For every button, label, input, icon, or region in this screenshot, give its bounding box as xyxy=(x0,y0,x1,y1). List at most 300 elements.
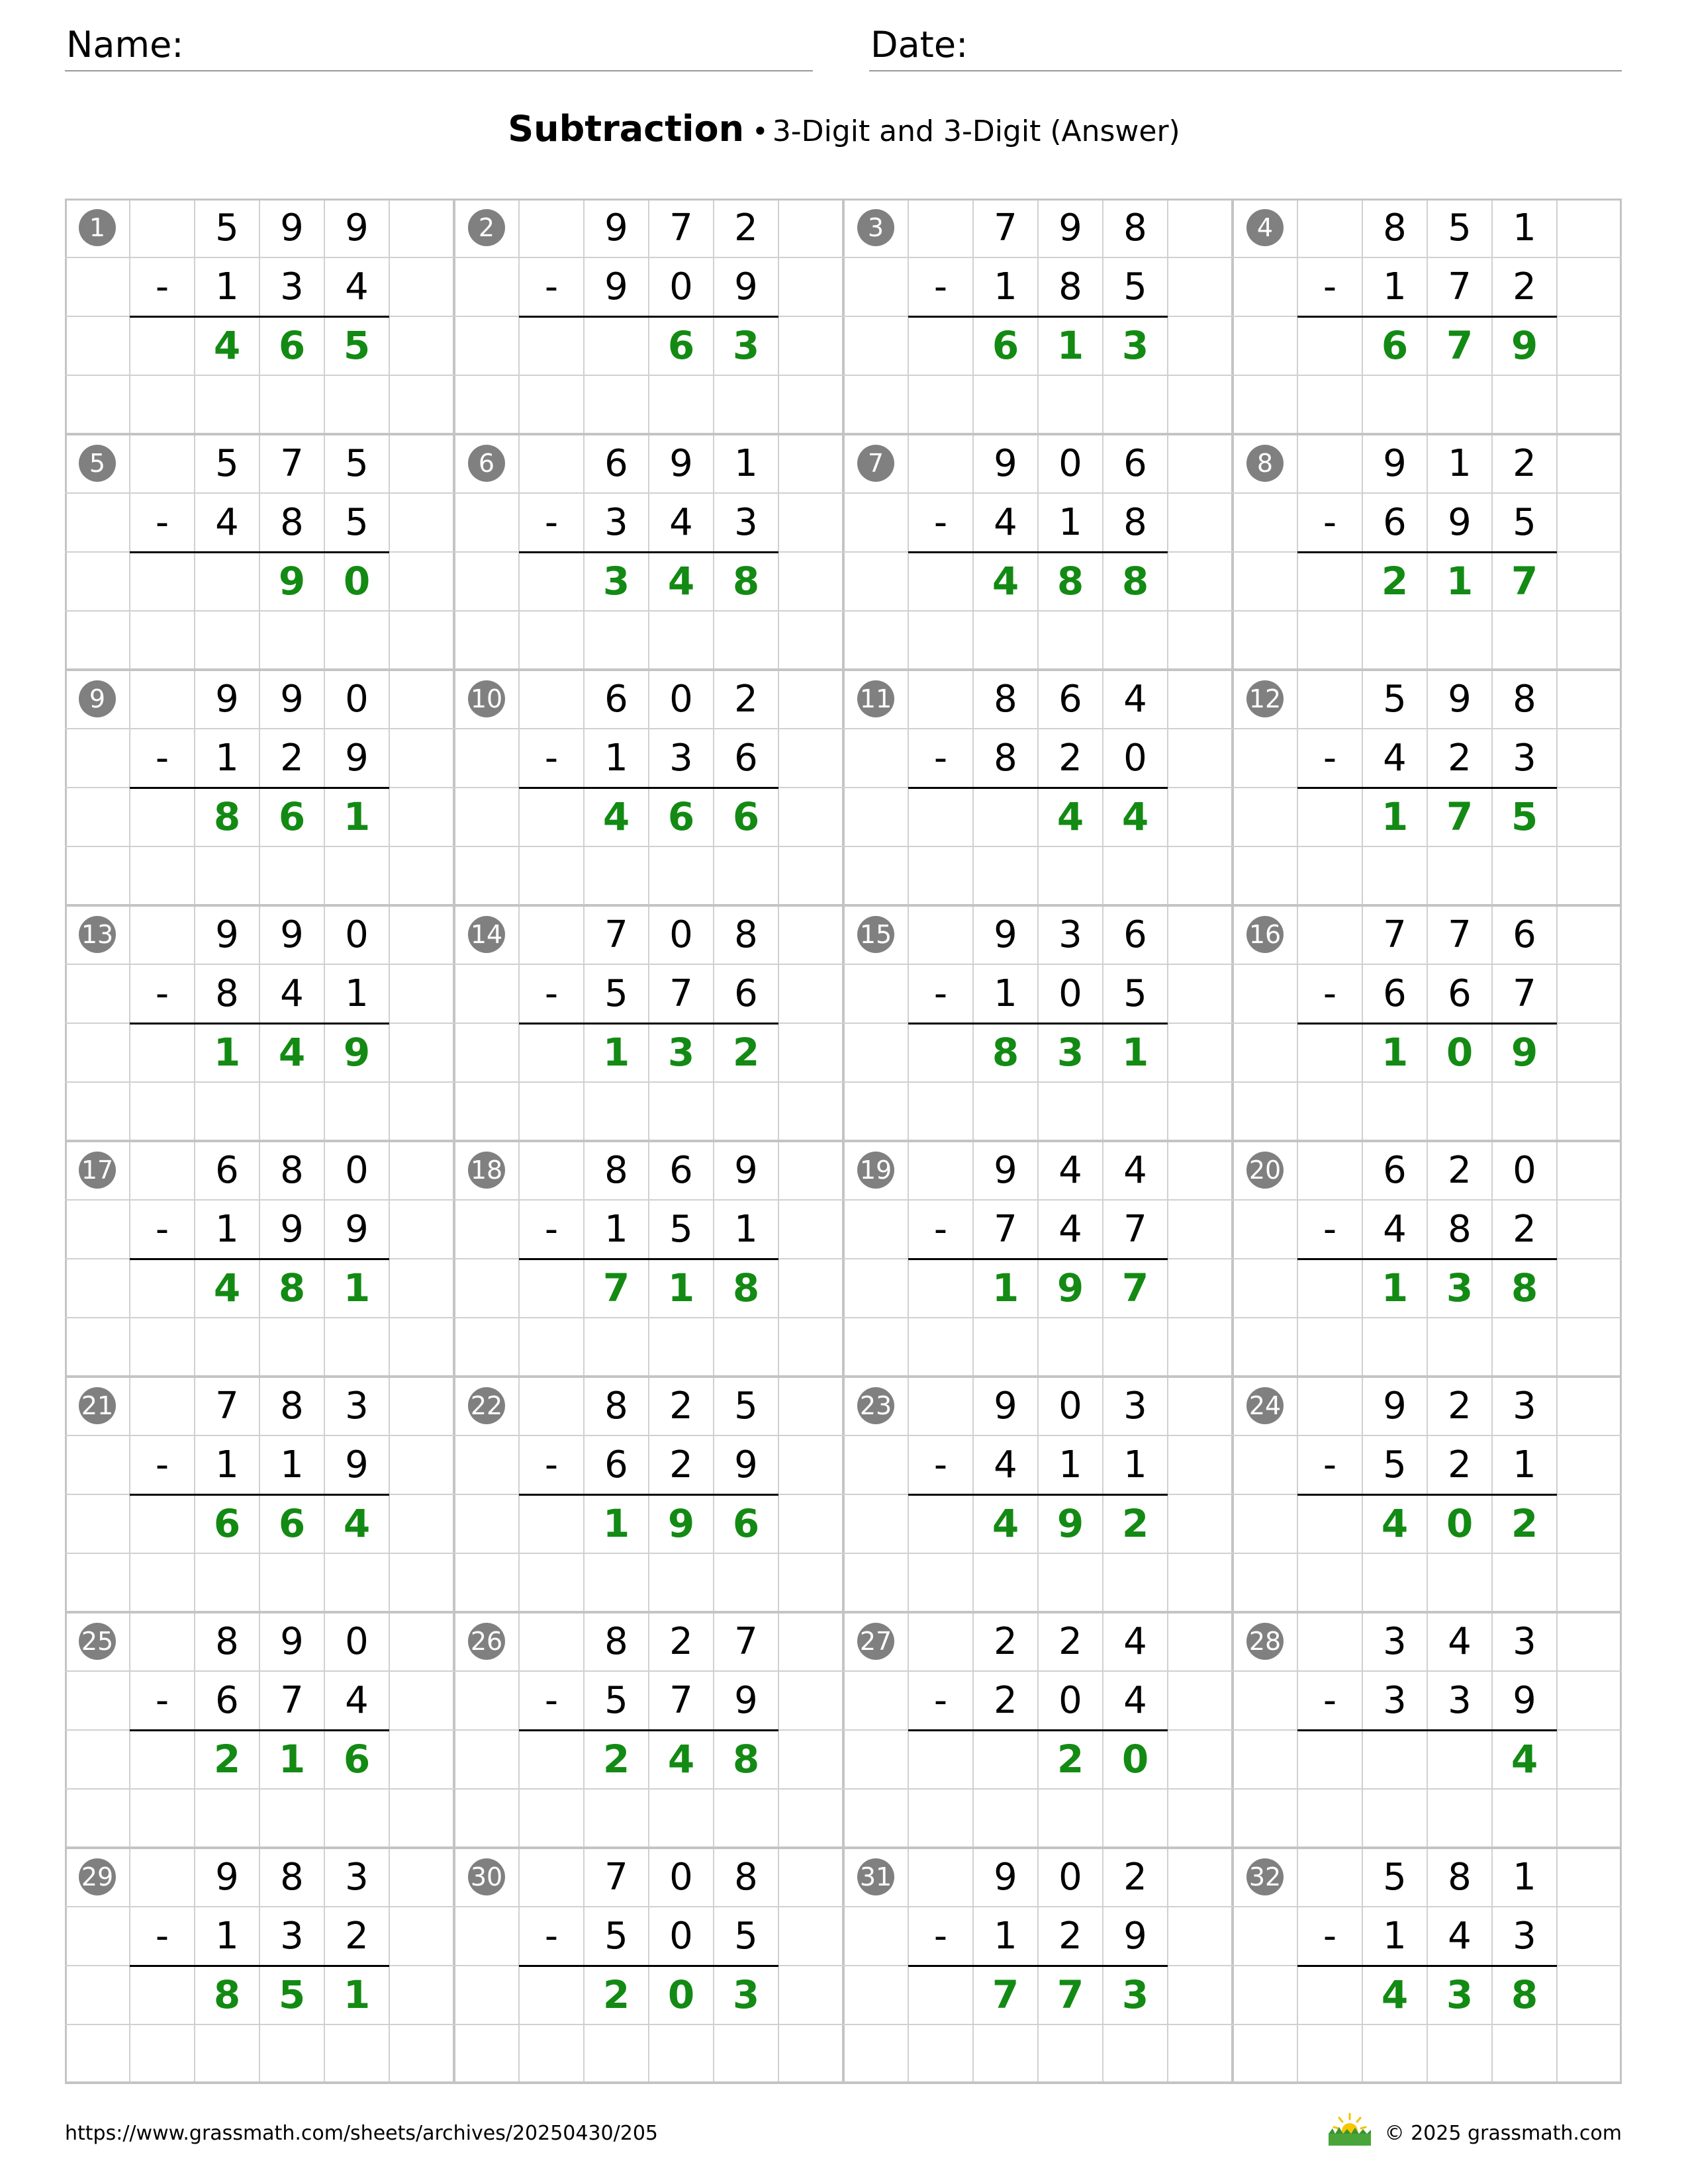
minuend-digit: 2 xyxy=(1123,1856,1147,1899)
minus-sign: - xyxy=(1323,1679,1337,1722)
minuend-digit: 7 xyxy=(604,1856,628,1899)
minuend-digit: 4 xyxy=(1448,1620,1472,1663)
answer-digit: 6 xyxy=(667,794,695,839)
subtrahend-digit: 5 xyxy=(604,1915,628,1958)
answer-digit: 6 xyxy=(213,1501,241,1546)
answer-digit: 9 xyxy=(1511,1030,1538,1075)
subtrahend-digit: 3 xyxy=(604,501,628,544)
answer-digit: 3 xyxy=(1121,1972,1149,2017)
problem-number: 10 xyxy=(468,680,505,717)
answer-digit xyxy=(973,788,1038,846)
minuend-digit: 5 xyxy=(215,206,239,250)
answer-digit: 9 xyxy=(1511,323,1538,368)
answer-digit: 1 xyxy=(343,1265,371,1310)
minuend-digit: 8 xyxy=(1383,206,1407,250)
subtrahend-digit: 5 xyxy=(1123,265,1147,308)
minus-sign: - xyxy=(155,1443,169,1486)
minuend-digit: 0 xyxy=(1058,442,1082,485)
subtrahend-digit: 1 xyxy=(994,265,1017,308)
problem-number: 15 xyxy=(857,916,894,953)
minuend-digit: 5 xyxy=(734,1385,758,1428)
minuend-digit: 8 xyxy=(604,1385,628,1428)
answer-digit: 4 xyxy=(602,794,630,839)
minuend-digit: 8 xyxy=(994,678,1017,721)
minuend-digit: 0 xyxy=(669,678,693,721)
subtrahend-digit: 1 xyxy=(280,1443,304,1486)
subtrahend-digit: 1 xyxy=(1383,1915,1407,1958)
subtrahend-digit: 1 xyxy=(215,1208,239,1251)
minus-sign: - xyxy=(155,1679,169,1722)
subtrahend-digit: 9 xyxy=(345,737,369,780)
problem-number: 21 xyxy=(79,1387,116,1424)
subtrahend-digit: 3 xyxy=(1383,1679,1407,1722)
answer-digit: 7 xyxy=(602,1265,630,1310)
minuend-digit: 5 xyxy=(1383,678,1407,721)
minus-sign: - xyxy=(1323,1915,1337,1958)
answer-digit: 8 xyxy=(213,794,241,839)
minuend-digit: 8 xyxy=(604,1149,628,1192)
subtrahend-digit: 3 xyxy=(1513,737,1536,780)
minuend-digit: 6 xyxy=(1058,678,1082,721)
minuend-digit: 0 xyxy=(1058,1385,1082,1428)
minus-sign: - xyxy=(544,1679,559,1722)
answer-digit: 7 xyxy=(992,1972,1019,2017)
minuend-digit: 7 xyxy=(734,1620,758,1663)
answer-digit: 1 xyxy=(602,1030,630,1075)
subtrahend-digit: 3 xyxy=(1513,1915,1536,1958)
minuend-digit: 7 xyxy=(280,442,304,485)
subtrahend-digit: 8 xyxy=(1123,501,1147,544)
subtrahend-digit: 4 xyxy=(215,501,239,544)
answer-digit: 7 xyxy=(1056,1972,1084,2017)
subtrahend-digit: 6 xyxy=(1383,501,1407,544)
minuend-digit: 0 xyxy=(345,1149,369,1192)
answer-digit: 9 xyxy=(343,1030,371,1075)
minuend-digit: 1 xyxy=(1448,442,1472,485)
answer-digit: 6 xyxy=(343,1737,371,1782)
problem-number: 2 xyxy=(468,209,505,246)
minus-sign: - xyxy=(933,1443,948,1486)
problem-number: 28 xyxy=(1246,1623,1284,1660)
answer-digit: 1 xyxy=(1381,1265,1409,1310)
subtrahend-digit: 9 xyxy=(1448,501,1472,544)
subtrahend-digit: 4 xyxy=(345,265,369,308)
subtrahend-digit: 1 xyxy=(215,1443,239,1486)
title-separator: • xyxy=(752,115,769,148)
problem-number: 23 xyxy=(857,1387,894,1424)
subtrahend-digit: 2 xyxy=(1513,1208,1536,1251)
problem-number: 30 xyxy=(468,1858,505,1895)
answer-digit: 8 xyxy=(732,559,760,604)
date-label: Date: xyxy=(870,24,968,66)
minuend-digit: 8 xyxy=(280,1856,304,1899)
subtrahend-digit: 4 xyxy=(345,1679,369,1722)
subtrahend-digit: 7 xyxy=(1513,972,1536,1015)
answer-digit: 1 xyxy=(1381,1030,1409,1075)
answer-digit: 4 xyxy=(1121,794,1149,839)
answer-digit: 4 xyxy=(1511,1737,1538,1782)
minuend-digit: 3 xyxy=(1123,1385,1147,1428)
problem-number: 16 xyxy=(1246,916,1284,953)
minuend-digit: 8 xyxy=(1513,678,1536,721)
answer-digit: 7 xyxy=(1511,559,1538,604)
answer-digit: 9 xyxy=(278,559,306,604)
answer-digit: 2 xyxy=(1056,1737,1084,1782)
subtrahend-digit: 5 xyxy=(1513,501,1536,544)
answer-digit: 8 xyxy=(1511,1265,1538,1310)
subtrahend-digit: 2 xyxy=(1513,265,1536,308)
answer-digit: 1 xyxy=(1381,794,1409,839)
subtrahend-digit: 9 xyxy=(734,265,758,308)
minuend-digit: 0 xyxy=(669,1856,693,1899)
answer-digit: 8 xyxy=(732,1265,760,1310)
answer-digit: 1 xyxy=(1446,559,1474,604)
answer-digit: 4 xyxy=(278,1030,306,1075)
minus-sign: - xyxy=(933,1679,948,1722)
answer-digit: 8 xyxy=(213,1972,241,2017)
minus-sign: - xyxy=(1323,1443,1337,1486)
minuend-digit: 8 xyxy=(215,1620,239,1663)
answer-digit: 2 xyxy=(1511,1501,1538,1546)
answer-digit: 3 xyxy=(1446,1265,1474,1310)
minuend-digit: 2 xyxy=(669,1385,693,1428)
subtrahend-digit: 9 xyxy=(604,265,628,308)
minuend-digit: 2 xyxy=(994,1620,1017,1663)
subtrahend-digit: 2 xyxy=(1448,737,1472,780)
minus-sign: - xyxy=(544,265,559,308)
subtrahend-digit: 9 xyxy=(1513,1679,1536,1722)
subtrahend-digit: 1 xyxy=(994,1915,1017,1958)
answer-digit: 8 xyxy=(732,1737,760,1782)
subtrahend-digit: 0 xyxy=(1123,737,1147,780)
answer-digit: 4 xyxy=(343,1501,371,1546)
problem-number: 1 xyxy=(79,209,116,246)
minus-sign: - xyxy=(933,501,948,544)
subtrahend-digit: 2 xyxy=(994,1679,1017,1722)
minuend-digit: 9 xyxy=(994,1385,1017,1428)
subtrahend-digit: 2 xyxy=(345,1915,369,1958)
minuend-digit: 6 xyxy=(1123,913,1147,956)
subtrahend-digit: 1 xyxy=(604,737,628,780)
answer-digit: 1 xyxy=(667,1265,695,1310)
minuend-digit: 9 xyxy=(994,1149,1017,1192)
minuend-digit: 0 xyxy=(345,678,369,721)
minus-sign: - xyxy=(544,1443,559,1486)
minuend-digit: 9 xyxy=(215,1856,239,1899)
answer-digit: 2 xyxy=(213,1737,241,1782)
problem-number: 19 xyxy=(857,1152,894,1189)
answer-digit xyxy=(584,316,649,375)
subtrahend-digit: 7 xyxy=(669,972,693,1015)
subtrahend-digit: 6 xyxy=(734,737,758,780)
subtrahend-digit: 4 xyxy=(1383,1208,1407,1251)
answer-digit: 3 xyxy=(602,559,630,604)
subtrahend-digit: 3 xyxy=(734,501,758,544)
answer-digit: 4 xyxy=(667,1737,695,1782)
problem-number: 4 xyxy=(1246,209,1284,246)
minuend-digit: 5 xyxy=(1383,1856,1407,1899)
minuend-digit: 9 xyxy=(604,206,628,250)
subtrahend-digit: 1 xyxy=(1123,1443,1147,1486)
answer-digit: 1 xyxy=(992,1265,1019,1310)
problem-number: 8 xyxy=(1246,445,1284,482)
subtrahend-digit: 9 xyxy=(345,1443,369,1486)
minuend-digit: 2 xyxy=(1513,442,1536,485)
name-field xyxy=(65,23,813,71)
subtrahend-digit: 5 xyxy=(734,1915,758,1958)
subtrahend-digit: 7 xyxy=(669,1679,693,1722)
minuend-digit: 6 xyxy=(669,1149,693,1192)
subtrahend-digit: 1 xyxy=(1058,501,1082,544)
minuend-digit: 6 xyxy=(604,678,628,721)
subtrahend-digit: 7 xyxy=(1448,265,1472,308)
minuend-digit: 9 xyxy=(280,913,304,956)
minuend-digit: 2 xyxy=(1448,1149,1472,1192)
minuend-digit: 6 xyxy=(1123,442,1147,485)
minuend-digit: 6 xyxy=(215,1149,239,1192)
subtrahend-digit: 3 xyxy=(1448,1679,1472,1722)
subtrahend-digit: 4 xyxy=(1383,737,1407,780)
minuend-digit: 3 xyxy=(1513,1385,1536,1428)
answer-digit: 6 xyxy=(667,323,695,368)
minuend-digit: 7 xyxy=(604,913,628,956)
minus-sign: - xyxy=(155,1915,169,1958)
problem-number: 18 xyxy=(468,1152,505,1189)
minuend-digit: 0 xyxy=(669,913,693,956)
subtrahend-digit: 5 xyxy=(604,972,628,1015)
answer-digit: 1 xyxy=(602,1501,630,1546)
minus-sign: - xyxy=(933,737,948,780)
minus-sign: - xyxy=(155,265,169,308)
subtrahend-digit: 9 xyxy=(1123,1915,1147,1958)
minus-sign: - xyxy=(1323,265,1337,308)
minuend-digit: 2 xyxy=(1058,1620,1082,1663)
minuend-digit: 8 xyxy=(604,1620,628,1663)
minuend-digit: 9 xyxy=(345,206,369,250)
answer-digit: 1 xyxy=(1121,1030,1149,1075)
problem-number: 12 xyxy=(1246,680,1284,717)
minuend-digit: 2 xyxy=(1448,1385,1472,1428)
subtrahend-digit: 1 xyxy=(994,972,1017,1015)
subtrahend-digit: 3 xyxy=(280,1915,304,1958)
subtrahend-digit: 5 xyxy=(1123,972,1147,1015)
answer-digit: 4 xyxy=(992,559,1019,604)
problem-number: 25 xyxy=(79,1623,116,1660)
title-main: Subtraction xyxy=(508,108,745,150)
answer-digit: 0 xyxy=(1446,1030,1474,1075)
answer-digit: 4 xyxy=(1381,1972,1409,2017)
problem-number: 3 xyxy=(857,209,894,246)
minuend-digit: 9 xyxy=(1448,678,1472,721)
answer-digit: 4 xyxy=(992,1501,1019,1546)
answer-digit: 3 xyxy=(1056,1030,1084,1075)
answer-digit: 8 xyxy=(992,1030,1019,1075)
answer-digit: 9 xyxy=(667,1501,695,1546)
answer-digit: 3 xyxy=(732,323,760,368)
answer-digit: 6 xyxy=(278,1501,306,1546)
minuend-digit: 9 xyxy=(1383,1385,1407,1428)
minus-sign: - xyxy=(1323,501,1337,544)
minuend-digit: 2 xyxy=(734,206,758,250)
answer-digit: 2 xyxy=(1121,1501,1149,1546)
minuend-digit: 8 xyxy=(1448,1856,1472,1899)
minuend-digit: 9 xyxy=(669,442,693,485)
problem-number: 17 xyxy=(79,1152,116,1189)
subtrahend-digit: 7 xyxy=(280,1679,304,1722)
subtrahend-digit: 4 xyxy=(1123,1679,1147,1722)
minuend-digit: 8 xyxy=(1123,206,1147,250)
answer-digit xyxy=(1427,1730,1492,1789)
minuend-digit: 6 xyxy=(1513,913,1536,956)
subtrahend-digit: 2 xyxy=(1448,1443,1472,1486)
subtrahend-digit: 3 xyxy=(669,737,693,780)
minuend-digit: 7 xyxy=(669,206,693,250)
minuend-digit: 3 xyxy=(1058,913,1082,956)
answer-digit: 1 xyxy=(1056,323,1084,368)
minuend-digit: 2 xyxy=(669,1620,693,1663)
subtrahend-digit: 6 xyxy=(734,972,758,1015)
minuend-digit: 8 xyxy=(734,913,758,956)
subtrahend-digit: 8 xyxy=(1058,265,1082,308)
minuend-digit: 8 xyxy=(734,1856,758,1899)
footer-url: https://www.grassmath.com/sheets/archives/20250430/205 xyxy=(65,2122,659,2145)
minus-sign: - xyxy=(155,972,169,1015)
answer-digit: 8 xyxy=(1121,559,1149,604)
problem-number: 31 xyxy=(857,1858,894,1895)
minuend-digit: 4 xyxy=(1123,1620,1147,1663)
answer-digit: 5 xyxy=(278,1972,306,2017)
subtrahend-digit: 1 xyxy=(345,972,369,1015)
minus-sign: - xyxy=(933,1208,948,1251)
subtrahend-digit: 0 xyxy=(1058,972,1082,1015)
minuend-digit: 7 xyxy=(1383,913,1407,956)
answer-digit: 4 xyxy=(667,559,695,604)
answer-digit: 7 xyxy=(1446,323,1474,368)
answer-digit: 8 xyxy=(1511,1972,1538,2017)
problem-number: 24 xyxy=(1246,1387,1284,1424)
answer-digit xyxy=(973,1730,1038,1789)
subtrahend-digit: 4 xyxy=(1448,1915,1472,1958)
answer-digit: 0 xyxy=(1121,1737,1149,1782)
answer-digit: 6 xyxy=(732,1501,760,1546)
minuend-digit: 3 xyxy=(1383,1620,1407,1663)
answer-digit: 3 xyxy=(1121,323,1149,368)
minuend-digit: 2 xyxy=(734,678,758,721)
subtrahend-digit: 4 xyxy=(1058,1208,1082,1251)
minus-sign: - xyxy=(155,501,169,544)
answer-digit: 6 xyxy=(278,323,306,368)
subtrahend-digit: 1 xyxy=(215,1915,239,1958)
answer-digit: 9 xyxy=(1056,1265,1084,1310)
minuend-digit: 5 xyxy=(215,442,239,485)
minuend-digit: 9 xyxy=(280,206,304,250)
subtrahend-digit: 1 xyxy=(604,1208,628,1251)
minus-sign: - xyxy=(544,1915,559,1958)
answer-digit: 2 xyxy=(602,1737,630,1782)
answer-digit: 6 xyxy=(278,794,306,839)
answer-digit: 4 xyxy=(213,323,241,368)
subtrahend-digit: 6 xyxy=(604,1443,628,1486)
answer-digit: 2 xyxy=(1381,559,1409,604)
answer-digit: 1 xyxy=(213,1030,241,1075)
minuend-digit: 9 xyxy=(1383,442,1407,485)
worksheet-title xyxy=(0,106,1688,161)
minuend-digit: 4 xyxy=(1123,678,1147,721)
minuend-digit: 6 xyxy=(1383,1149,1407,1192)
subtrahend-digit: 5 xyxy=(1383,1443,1407,1486)
answer-digit: 0 xyxy=(1446,1501,1474,1546)
answer-digit: 1 xyxy=(343,794,371,839)
subtrahend-digit: 6 xyxy=(215,1679,239,1722)
problem-number: 27 xyxy=(857,1623,894,1660)
name-label: Name: xyxy=(66,24,184,66)
minuend-digit: 7 xyxy=(994,206,1017,250)
answer-digit: 4 xyxy=(1056,794,1084,839)
subtrahend-digit: 3 xyxy=(280,265,304,308)
minuend-digit: 1 xyxy=(734,442,758,485)
subtrahend-digit: 1 xyxy=(1383,265,1407,308)
problem-number: 32 xyxy=(1246,1858,1284,1895)
minuend-digit: 9 xyxy=(1058,206,1082,250)
date-field xyxy=(869,23,1622,71)
subtrahend-digit: 8 xyxy=(215,972,239,1015)
minuend-digit: 5 xyxy=(345,442,369,485)
subtrahend-digit: 0 xyxy=(1058,1679,1082,1722)
subtrahend-digit: 4 xyxy=(994,1443,1017,1486)
answer-digit: 7 xyxy=(1121,1265,1149,1310)
minuend-digit: 7 xyxy=(1448,913,1472,956)
subtrahend-digit: 1 xyxy=(215,737,239,780)
problem-number: 20 xyxy=(1246,1152,1284,1189)
answer-digit: 2 xyxy=(602,1972,630,2017)
answer-digit: 8 xyxy=(1056,559,1084,604)
subtrahend-digit: 2 xyxy=(669,1443,693,1486)
answer-digit xyxy=(1362,1730,1427,1789)
minus-sign: - xyxy=(933,265,948,308)
subtrahend-digit: 4 xyxy=(669,501,693,544)
minuend-digit: 9 xyxy=(280,1620,304,1663)
minus-sign: - xyxy=(933,972,948,1015)
minus-sign: - xyxy=(544,1208,559,1251)
subtrahend-digit: 5 xyxy=(604,1679,628,1722)
minuend-digit: 5 xyxy=(1448,206,1472,250)
minuend-digit: 0 xyxy=(345,1620,369,1663)
minuend-digit: 9 xyxy=(215,913,239,956)
minuend-digit: 1 xyxy=(1513,206,1536,250)
answer-digit: 4 xyxy=(1381,1501,1409,1546)
answer-digit: 1 xyxy=(343,1972,371,2017)
subtrahend-digit: 8 xyxy=(1448,1208,1472,1251)
subtrahend-digit: 9 xyxy=(734,1443,758,1486)
answer-digit: 4 xyxy=(213,1265,241,1310)
subtrahend-digit: 4 xyxy=(280,972,304,1015)
minus-sign: - xyxy=(155,1208,169,1251)
problem-number: 5 xyxy=(79,445,116,482)
minuend-digit: 0 xyxy=(1513,1149,1536,1192)
title-subtitle: 3-Digit and 3-Digit (Answer) xyxy=(772,114,1180,148)
subtrahend-digit: 7 xyxy=(1123,1208,1147,1251)
subtrahend-digit: 7 xyxy=(994,1208,1017,1251)
answer-digit: 6 xyxy=(732,794,760,839)
answer-digit: 1 xyxy=(278,1737,306,1782)
problem-number: 22 xyxy=(468,1387,505,1424)
minuend-digit: 8 xyxy=(280,1149,304,1192)
answer-digit xyxy=(195,552,259,611)
subtrahend-digit: 1 xyxy=(1058,1443,1082,1486)
subtrahend-digit: 2 xyxy=(280,737,304,780)
minus-sign: - xyxy=(1323,1208,1337,1251)
minus-sign: - xyxy=(1323,737,1337,780)
